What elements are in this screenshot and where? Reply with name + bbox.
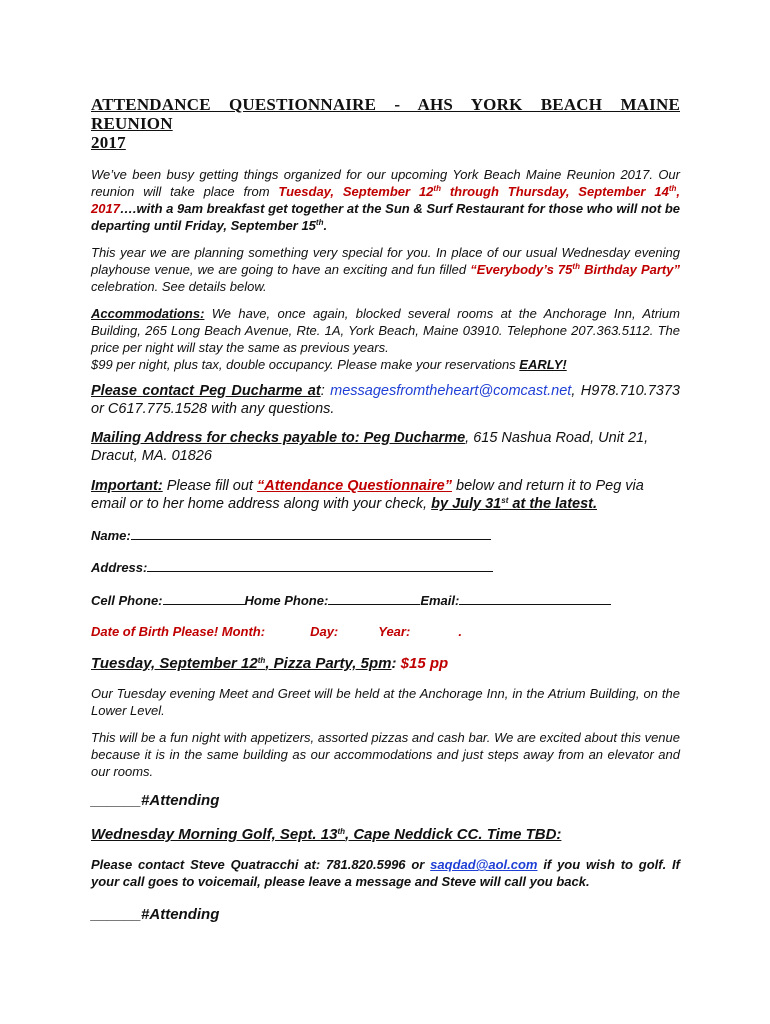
- home-phone-field[interactable]: [328, 592, 420, 605]
- golf-email-link[interactable]: saqdad@aol.com: [430, 857, 538, 872]
- address-field[interactable]: Address:: [91, 559, 493, 575]
- contact-email-link[interactable]: messagesfromtheheart@comcast.net: [330, 383, 572, 399]
- important-paragraph: Important: Please fill out “Attendance Questionnaire” below and return it to Peg via email or to her home address along with your check, by July 31st at the latest.: [91, 478, 644, 512]
- mailing-paragraph: Mailing Address for checks payable to: Peg Ducharme, 615 Nashua Road, Unit 21, Dracut, MA. 01826: [91, 430, 649, 464]
- intro-paragraph: We’ve been busy getting things organized for our upcoming York Beach Maine Reunion 2017. Our reunion will take place from Tuesday, September 12th through Thursday, September 14th, 2017….with a 9am breakfast get together at the Sun & Surf Restaurant for those who will not be departing until Friday, September 15th.: [91, 167, 680, 233]
- dob-row: Date of Birth Please! Month: Day: Year: .: [91, 624, 462, 639]
- wednesday-heading: Wednesday Morning Golf, Sept. 13th, Cape Neddick CC. Time TBD:: [91, 826, 562, 843]
- phone-email-row: Cell Phone: Home Phone: Email:: [91, 592, 611, 608]
- name-field[interactable]: Name:: [91, 527, 491, 543]
- special-paragraph: This year we are planning something very special for you. In place of our usual Wednesday evening playhouse venue, we are going to have an exciting and fun filled “Everybody’s 75th Birthday Party” celebration. See details below.: [91, 245, 680, 294]
- wednesday-attending-field[interactable]: ______#Attending: [91, 906, 220, 923]
- cell-phone-field[interactable]: [163, 592, 245, 605]
- wednesday-paragraph: Please contact Steve Quatracchi at: 781.820.5996 or saqdad@aol.com if you wish to golf. If your call goes to voicemail, please leave a message and Steve will call you back.: [91, 857, 680, 889]
- accommodations-paragraph: Accommodations: We have, once again, blocked several rooms at the Anchorage Inn, Atrium Building, 265 Long Beach Avenue, Rte. 1A, York Beach, Maine 03910. Telephone 207.363.5112. The price per night will stay the same as previous years. $99 per night, plus tax, double occupancy. Please make your reservations EARLY!: [91, 306, 680, 372]
- tuesday-paragraph-2: This will be a fun night with appetizers, assorted pizzas and cash bar. We are excited about this venue because it is in the same building as our accommodations and just steps away from an elevator and our rooms.: [91, 730, 680, 779]
- email-field[interactable]: [459, 592, 611, 605]
- tuesday-attending-field[interactable]: ______#Attending: [91, 792, 220, 809]
- tuesday-heading: Tuesday, September 12th, Pizza Party, 5pm: $15 pp: [91, 655, 449, 672]
- contact-paragraph: Please contact Peg Ducharme at: messagesfromtheheart@comcast.net, H978.710.7373 or C617.775.1528 with any questions.: [91, 383, 680, 417]
- tuesday-paragraph-1: Our Tuesday evening Meet and Greet will be held at the Anchorage Inn, in the Atrium Building, on the Lower Level.: [91, 686, 680, 718]
- page-title: ATTENDANCE QUESTIONNAIRE - AHS YORK BEACH MAINE REUNION 2017: [91, 95, 680, 152]
